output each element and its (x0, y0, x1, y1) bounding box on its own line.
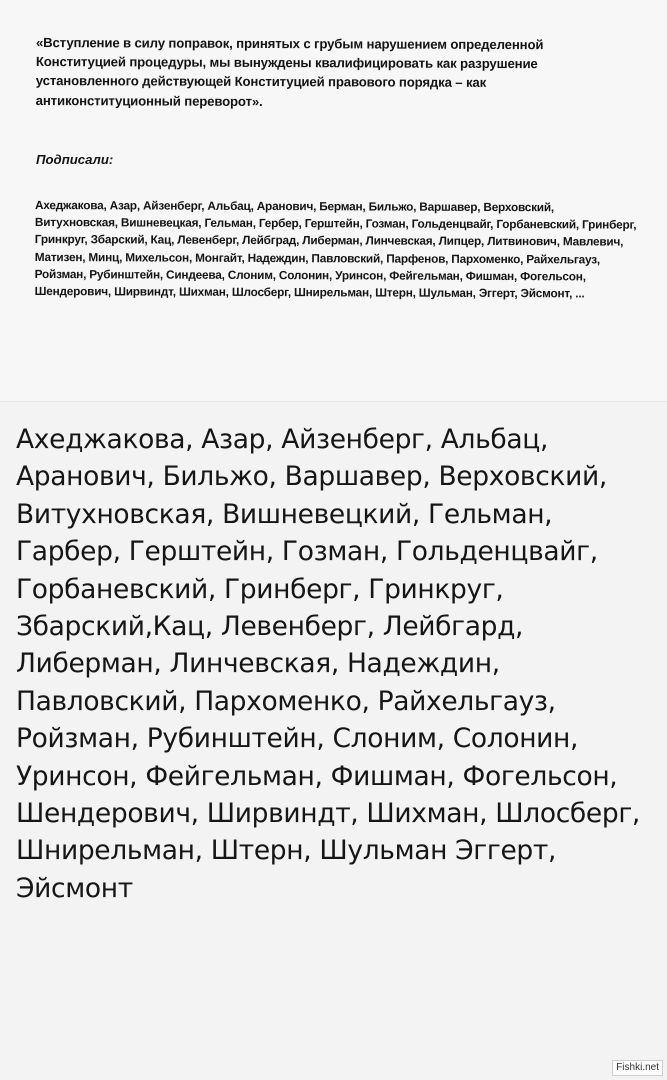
document-excerpt (0, 0, 667, 402)
signed-label: Подписали: (36, 152, 114, 167)
signatory-list-large: Ахеджакова, Азар, Айзенберг, Альбац, Аранович, Бильжо, Варшавер, Верховский, Витухновская, Вишневецкий, Гельман, Гарбер, Герштейн, Гозман, Гольденцвайг, Горбаневский, Гринберг, Гринкруг, Збарский,Кац, Левенберг, Лейбгард, Либерман, Линчевская, Надеждин, Павловский, Пархоменко, Райхельгауз, Ройзман, Рубинштейн, Слоним, Солонин, Уринсон, Фейгельман, Фишман, Фогельсон, Шендерович, Ширвиндт, Шихман, Шлосберг, Шнирельман, Штерн, Шульман Эггерт, Эйсмонт (16, 424, 640, 904)
signatory-list-small: Ахеджакова, Азар, Айзенберг, Альбац, Аранович, Берман, Бильжо, Варшавер, Верховский, Витухновская, Вишневецкая, Гельман, Гербер, Герштейн, Гозман, Гольденцвайг, Горбаневский, Гринберг, Гринкруг, Збарский, Кац, Левенберг, Лейбград, Либерман, Линчевская, Липцер, Литвинович, Мавлевич, Матизен, Минц, Михельсон, Монгайт, Надеждин, Павловский, Парфенов, Пархоменко, Райхельгауз, Ройзман, Рубинштейн, Синдеева, Слоним, Солонин, Уринсон, Фейгельман, Фишман, Фогельсон, Шендерович, Ширвиндт, Шихман, Шлосберг, Шнирельман, Штерн, Шульман, Эггерт, Эйсмонт, ... (34, 197, 637, 301)
watermark: Fishki.net (612, 1060, 663, 1076)
quote-text: «Вступление в силу поправок, принятых с грубым нарушением определенной Конституцией процедуры, мы вынуждены квалифицировать как разрушение установленного действующей Конституцией правового порядка – как антиконституционный переворот». (35, 34, 544, 109)
section-divider (0, 401, 667, 402)
